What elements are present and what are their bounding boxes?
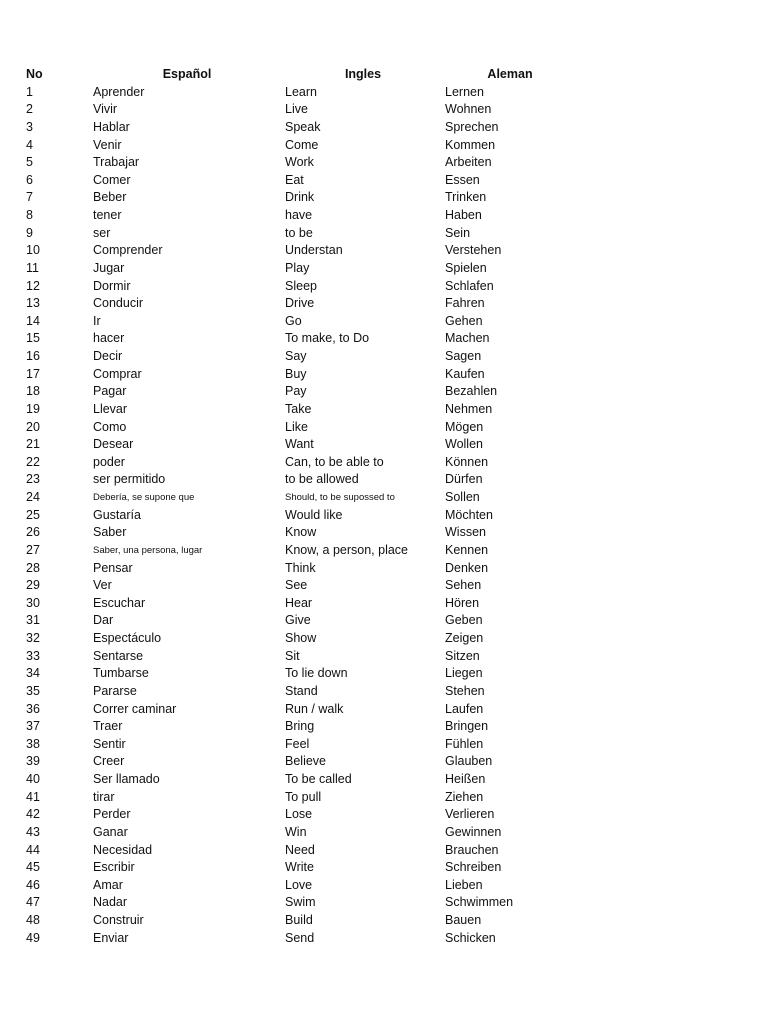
cell-espanol: Decir [93,349,123,363]
table-row [0,806,768,824]
cell-no: 37 [26,719,40,734]
cell-ingles: Like [285,419,308,434]
cell-no: 41 [26,789,40,804]
cell-aleman: Brauchen [445,842,499,857]
cell-aleman: Fahren [445,296,485,311]
cell-espanol: Escuchar [93,595,146,610]
cell-ingles: to be allowed [285,472,359,487]
vocabulary-rows [0,84,768,948]
table-row [0,612,768,630]
cell-ingles: Drink [285,190,315,205]
cell-espanol: Creer [93,754,125,769]
cell-aleman: Geben [445,613,483,628]
cell-no: 27 [26,542,40,557]
cell-espanol: Ir [93,313,101,328]
cell-espanol: Tumbarse [93,666,149,681]
table-row [0,524,768,542]
table-row [0,366,768,384]
cell-ingles: Love [285,877,313,892]
cell-no: 46 [26,877,40,892]
header-row [0,66,768,84]
cell-aleman: Essen [445,172,480,187]
cell-ingles: Understan [285,243,343,258]
cell-aleman: Stehen [445,683,485,698]
table-row [0,894,768,912]
cell-ingles: Sit [285,648,300,663]
table-row [0,877,768,895]
cell-aleman: Kommen [445,137,496,152]
cell-espanol: Amar [93,877,123,892]
cell-aleman: Wissen [445,525,486,540]
cell-aleman: Liegen [445,666,483,681]
cell-espanol: ser permitido [93,472,166,487]
cell-no: 33 [26,648,40,663]
cell-aleman: Schlafen [445,278,494,293]
cell-aleman: Bringen [445,719,489,734]
cell-espanol: Venir [93,137,122,152]
cell-ingles: Can, to be able to [285,454,384,469]
cell-espanol: Saber, una persona, lugar [93,544,203,556]
cell-ingles: Need [285,842,315,857]
cell-aleman: Fühlen [445,736,484,751]
cell-aleman: Schicken [445,930,496,945]
cell-no: 11 [26,260,39,275]
table-row [0,137,768,155]
cell-aleman: Lernen [445,84,484,99]
cell-ingles: Come [285,137,319,152]
cell-espanol: Desear [93,437,134,452]
cell-no: 13 [26,296,40,311]
cell-espanol: Traer [93,719,123,734]
table-row [0,313,768,331]
cell-ingles: Learn [285,84,317,99]
cell-ingles: Lose [285,807,313,822]
table-row [0,789,768,807]
cell-ingles: Know [285,525,317,540]
cell-no: 40 [26,772,40,786]
cell-no: 5 [26,155,33,170]
cell-aleman: Gehen [445,313,483,328]
cell-aleman: Bauen [445,913,482,927]
cell-aleman: Wohnen [445,102,492,117]
cell-aleman: Sein [445,225,471,240]
cell-no: 17 [26,366,40,381]
table-row [0,595,768,613]
cell-espanol: Trabajar [93,155,140,170]
cell-no: 34 [26,666,40,681]
table-row [0,436,768,454]
table-row [0,84,768,102]
cell-aleman: Sollen [445,490,480,504]
cell-ingles: To be called [285,772,352,786]
cell-no: 12 [26,278,40,293]
table-row [0,348,768,366]
cell-aleman: Schreiben [445,860,502,875]
cell-aleman: Schwimmen [445,895,514,910]
table-row [0,771,768,789]
cell-ingles: Take [285,401,312,416]
table-row [0,172,768,190]
cell-espanol: Ver [93,578,112,593]
cell-espanol: Comprender [93,243,163,258]
table-row [0,930,768,948]
table-row [0,577,768,595]
cell-no: 4 [26,137,33,152]
cell-aleman: Bezahlen [445,384,498,399]
table-row [0,189,768,207]
cell-ingles: To make, to Do [285,331,370,346]
cell-no: 24 [26,490,40,504]
table-row [0,260,768,278]
table-row [0,842,768,860]
cell-espanol: Conducir [93,296,144,311]
cell-no: 36 [26,701,40,716]
cell-no: 43 [26,824,40,839]
cell-aleman: Verlieren [445,807,495,822]
table-row [0,419,768,437]
cell-aleman: Kaufen [445,366,485,381]
cell-espanol: poder [93,454,125,469]
cell-espanol: Debería, se supone que [93,492,195,503]
cell-espanol: Jugar [93,260,125,275]
table-row [0,401,768,419]
table-row [0,471,768,489]
cell-aleman: Kennen [445,542,489,557]
cell-no: 30 [26,595,40,610]
table-row [0,648,768,666]
cell-no: 22 [26,454,40,469]
cell-espanol: Comprar [93,366,142,381]
cell-no: 6 [26,172,33,187]
cell-ingles: Buy [285,366,307,381]
cell-espanol: Pararse [93,683,137,698]
cell-aleman: Machen [445,331,490,346]
table-row [0,701,768,719]
header-ingles: Ingles [344,67,382,81]
cell-no: 1 [26,84,33,99]
table-row [0,507,768,525]
cell-ingles: Sleep [285,278,317,293]
table-row [0,278,768,296]
cell-ingles: Bring [285,719,315,734]
table-row [0,683,768,701]
table-row [0,119,768,137]
cell-ingles: Win [285,824,307,839]
cell-espanol: Beber [93,190,127,205]
cell-espanol: Saber [93,525,127,540]
cell-espanol: Llevar [93,401,128,416]
cell-espanol: Correr caminar [93,701,177,716]
table-row [0,912,768,930]
cell-no: 9 [26,225,33,240]
cell-espanol: Dar [93,613,114,628]
table-row [0,736,768,754]
cell-ingles: Play [285,260,310,275]
cell-ingles: Show [285,631,317,645]
cell-aleman: Haben [445,208,482,222]
cell-ingles: Know, a person, place [285,542,408,557]
cell-no: 18 [26,384,40,399]
cell-no: 10 [26,243,40,258]
cell-no: 42 [26,807,40,822]
cell-espanol: Enviar [93,930,129,945]
cell-aleman: Gewinnen [445,824,502,839]
table-row [0,753,768,771]
cell-aleman: Möchten [445,507,493,522]
cell-aleman: Nehmen [445,401,493,416]
cell-no: 14 [26,313,40,328]
cell-ingles: Write [285,860,314,875]
cell-espanol: Escribir [93,860,135,875]
cell-aleman: Sehen [445,578,482,593]
cell-espanol: Comer [93,172,131,187]
table-row [0,824,768,842]
header-no: No [26,67,43,81]
cell-aleman: Spielen [445,260,487,275]
vocabulary-sheet [0,66,768,947]
cell-ingles: Go [285,313,302,328]
cell-espanol: hacer [93,331,125,346]
cell-no: 26 [26,525,40,540]
table-row [0,542,768,560]
cell-ingles: Swim [285,895,316,910]
table-row [0,154,768,172]
cell-ingles: to be [285,225,313,240]
cell-ingles: Stand [285,683,318,698]
cell-espanol: tirar [93,789,115,804]
cell-ingles: Run / walk [285,701,344,716]
table-row [0,454,768,472]
table-row [0,295,768,313]
cell-aleman: Denken [445,560,489,575]
cell-ingles: Work [285,155,314,170]
table-row [0,330,768,348]
cell-no: 2 [26,102,33,117]
table-row [0,225,768,243]
cell-ingles: Pay [285,384,307,399]
table-row [0,630,768,648]
cell-espanol: Construir [93,913,144,927]
cell-no: 25 [26,507,40,522]
cell-no: 28 [26,560,40,575]
cell-no: 15 [26,331,40,346]
cell-ingles: Speak [285,119,321,134]
cell-ingles: Give [285,613,311,628]
cell-ingles: Should, to be supossed to [285,492,395,503]
cell-ingles: Would like [285,507,343,522]
cell-ingles: have [285,208,313,222]
cell-ingles: Believe [285,754,326,769]
cell-espanol: Vivir [93,102,118,117]
cell-ingles: Say [285,349,307,363]
cell-no: 47 [26,895,40,910]
cell-aleman: Sprechen [445,119,499,134]
cell-no: 21 [26,437,40,452]
table-row [0,665,768,683]
table-row [0,718,768,736]
cell-ingles: Feel [285,736,310,751]
cell-espanol: Perder [93,807,131,822]
cell-no: 38 [26,736,40,751]
cell-espanol: Aprender [93,84,145,99]
cell-espanol: Sentir [93,736,126,751]
header-aleman: Aleman [487,67,533,81]
cell-aleman: Zeigen [445,631,484,645]
cell-ingles: Want [285,437,314,452]
cell-aleman: Sitzen [445,648,480,663]
cell-no: 49 [26,930,40,945]
cell-no: 7 [26,190,33,205]
cell-no: 45 [26,860,40,875]
table-row [0,489,768,507]
cell-espanol: Gustaría [93,507,141,522]
cell-espanol: Dormir [93,278,131,293]
table-row [0,242,768,260]
cell-espanol: Ser llamado [93,772,160,786]
cell-espanol: Hablar [93,119,130,134]
table-row [0,101,768,119]
table-row [0,560,768,578]
cell-espanol: Espectáculo [93,631,162,645]
cell-ingles: Build [285,913,313,927]
header-espanol: Español [162,67,212,81]
cell-ingles: Drive [285,296,315,311]
cell-ingles: Send [285,930,315,945]
cell-aleman: Arbeiten [445,155,492,170]
cell-no: 29 [26,578,40,593]
cell-espanol: Necesidad [93,842,153,857]
cell-aleman: Heißen [445,772,486,786]
cell-aleman: Hören [445,595,480,610]
table-row [0,207,768,225]
cell-aleman: Wollen [445,437,483,452]
cell-no: 23 [26,472,40,487]
cell-no: 39 [26,754,40,769]
cell-ingles: Think [285,560,316,575]
cell-aleman: Glauben [445,754,493,769]
cell-no: 44 [26,842,40,857]
cell-espanol: tener [93,208,122,222]
cell-espanol: Pensar [93,560,133,575]
cell-ingles: Eat [285,172,304,187]
cell-no: 16 [26,349,40,363]
cell-no: 20 [26,419,40,434]
cell-aleman: Ziehen [445,789,484,804]
cell-ingles: Live [285,102,308,117]
cell-ingles: Hear [285,595,313,610]
cell-espanol: Ganar [93,824,128,839]
cell-ingles: See [285,578,308,593]
cell-no: 48 [26,913,40,927]
cell-espanol: Sentarse [93,648,144,663]
cell-no: 19 [26,401,40,416]
cell-no: 32 [26,631,40,645]
cell-espanol: Pagar [93,384,127,399]
cell-espanol: Como [93,419,127,434]
cell-ingles: To pull [285,789,322,804]
cell-no: 31 [26,613,40,628]
cell-aleman: Lieben [445,877,483,892]
cell-aleman: Trinken [445,190,487,205]
cell-ingles: To lie down [285,666,348,681]
cell-espanol: ser [93,225,111,240]
cell-aleman: Mögen [445,419,484,434]
table-row [0,383,768,401]
table-row [0,859,768,877]
cell-aleman: Laufen [445,701,484,716]
cell-aleman: Dürfen [445,472,483,487]
cell-no: 3 [26,119,33,134]
cell-no: 35 [26,683,40,698]
cell-aleman: Verstehen [445,243,502,258]
cell-aleman: Sagen [445,349,482,363]
cell-no: 8 [26,208,33,222]
cell-espanol: Nadar [93,895,128,910]
cell-aleman: Können [445,454,489,469]
